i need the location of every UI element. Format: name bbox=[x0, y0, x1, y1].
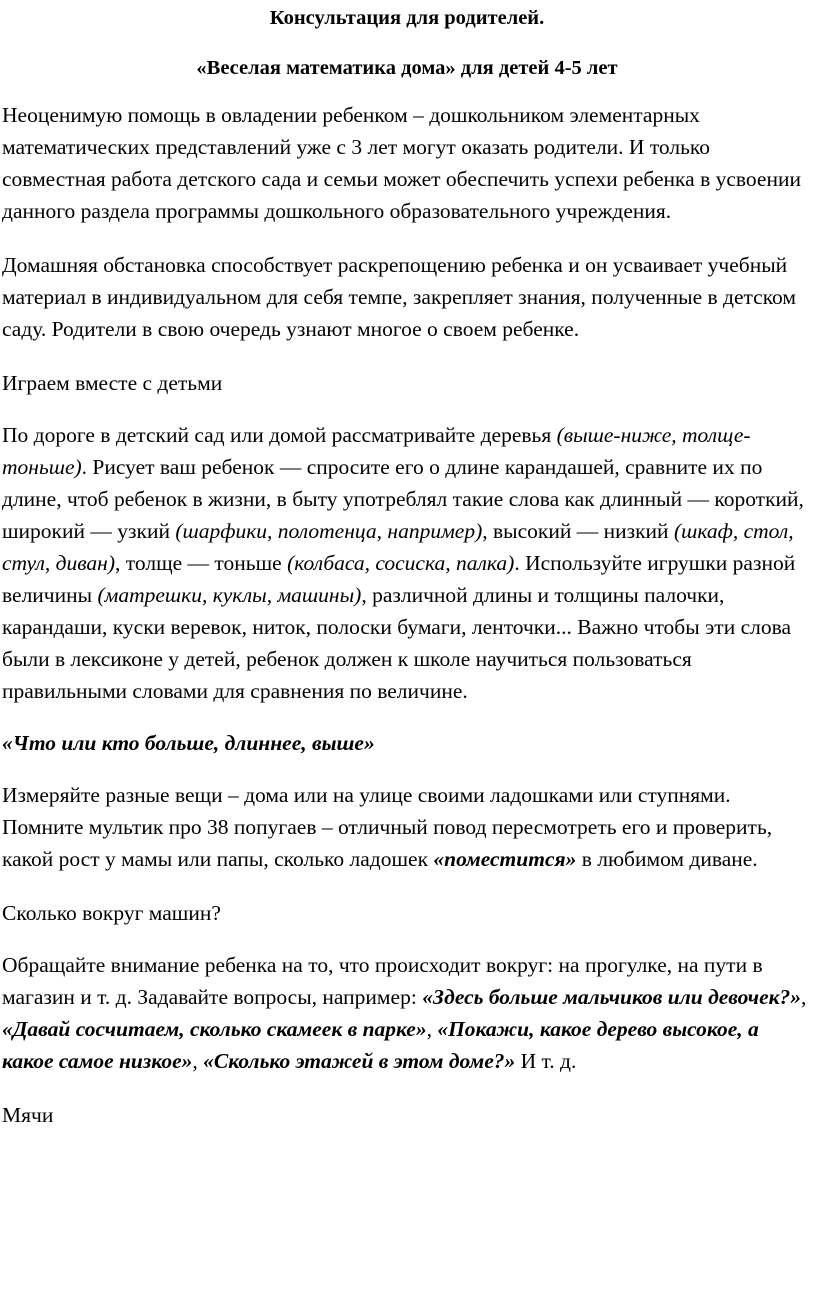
bold-italic-run: «поместится» bbox=[433, 847, 577, 871]
text-run: , bbox=[426, 1017, 438, 1041]
document-subtitle: «Веселая математика дома» для детей 4-5 лет bbox=[196, 57, 618, 79]
text-run: , bbox=[192, 1049, 204, 1073]
italic-run: (шкаф, стол, стул, диван) bbox=[2, 519, 794, 575]
text-run: . Рисует ваш ребенок — спросите его о длине карандашей, сравните их по длине, чтоб ребенок в жизни, в быту употреблял такие слова как длинный — короткий, широкий — узкий bbox=[2, 455, 804, 543]
text-run: в любимом диване. bbox=[576, 847, 758, 871]
text-run: По дороге в детский сад или домой рассматривайте деревья bbox=[2, 423, 557, 447]
paragraph-measure bbox=[2, 779, 812, 875]
italic-run: (выше-ниже, толще-тоньше) bbox=[2, 423, 751, 479]
text-run: Обращайте внимание ребенка на то, что происходит вокруг: на прогулке, на пути в магазин и т. д. Задавайте вопросы, например: bbox=[2, 953, 763, 1009]
italic-run: (матрешки, куклы, машины) bbox=[97, 583, 362, 607]
text-run: И т. д. bbox=[515, 1049, 577, 1073]
italic-run: (шарфики, полотенца, например) bbox=[175, 519, 483, 543]
text-run: , bbox=[801, 985, 807, 1009]
italic-run: (колбаса, сосиска, палка) bbox=[287, 551, 515, 575]
paragraph-comparison bbox=[2, 419, 812, 707]
text-run: , толще — тоньше bbox=[115, 551, 288, 575]
paragraph-intro: Неоценимую помощь в овладении ребенком – дошкольником элементарных математических представлений уже с 3 лет могут оказать родители. И только совместная работа детского сада и семьи может обеспечить успехи ребенка в усвоении данного раздела программы дошкольного образовательного учреждения. bbox=[2, 103, 801, 223]
bold-italic-run: «Сколько этажей в этом доме?» bbox=[203, 1049, 516, 1073]
section-heading-balls: Мячи bbox=[2, 1103, 54, 1127]
bold-italic-run: «Здесь больше мальчиков или девочек?» bbox=[422, 985, 802, 1009]
bold-italic-run: «Давай сосчитаем, сколько скамеек в парке» bbox=[2, 1017, 427, 1041]
section-heading-cars: Сколько вокруг машин? bbox=[2, 901, 221, 925]
text-run: . Используйте игрушки разной величины bbox=[2, 551, 796, 607]
paragraph-questions bbox=[2, 949, 812, 1077]
bold-italic-run: «Покажи, какое дерево высокое, а какое самое низкое» bbox=[2, 1017, 759, 1073]
document-title: Консультация для родителей. bbox=[269, 7, 545, 29]
text-run: , высокий — низкий bbox=[482, 519, 674, 543]
section-heading-bigger: «Что или кто больше, длиннее, выше» bbox=[2, 731, 375, 755]
paragraph-home: Домашняя обстановка способствует раскрепощению ребенка и он усваивает учебный материал в индивидуальном для себя темпе, закрепляет знания, полученные в детском саду. Родители в свою очередь узнают многое о своем ребенке. bbox=[2, 253, 796, 341]
text-run: , различной длины и толщины палочки, карандаши, куски веревок, ниток, полоски бумаги, ленточки... Важно чтобы эти слова были в лексиконе у детей, ребенок должен к школе научиться пользоваться правильными словами для сравнения по величине. bbox=[2, 583, 792, 703]
section-heading-play: Играем вместе с детьми bbox=[2, 371, 223, 395]
text-run: Измеряйте разные вещи – дома или на улице своими ладошками или ступнями. Помните мультик про 38 попугаев – отличный повод пересмотреть его и проверить, какой рост у мамы или папы, сколько ладошек bbox=[2, 783, 773, 871]
